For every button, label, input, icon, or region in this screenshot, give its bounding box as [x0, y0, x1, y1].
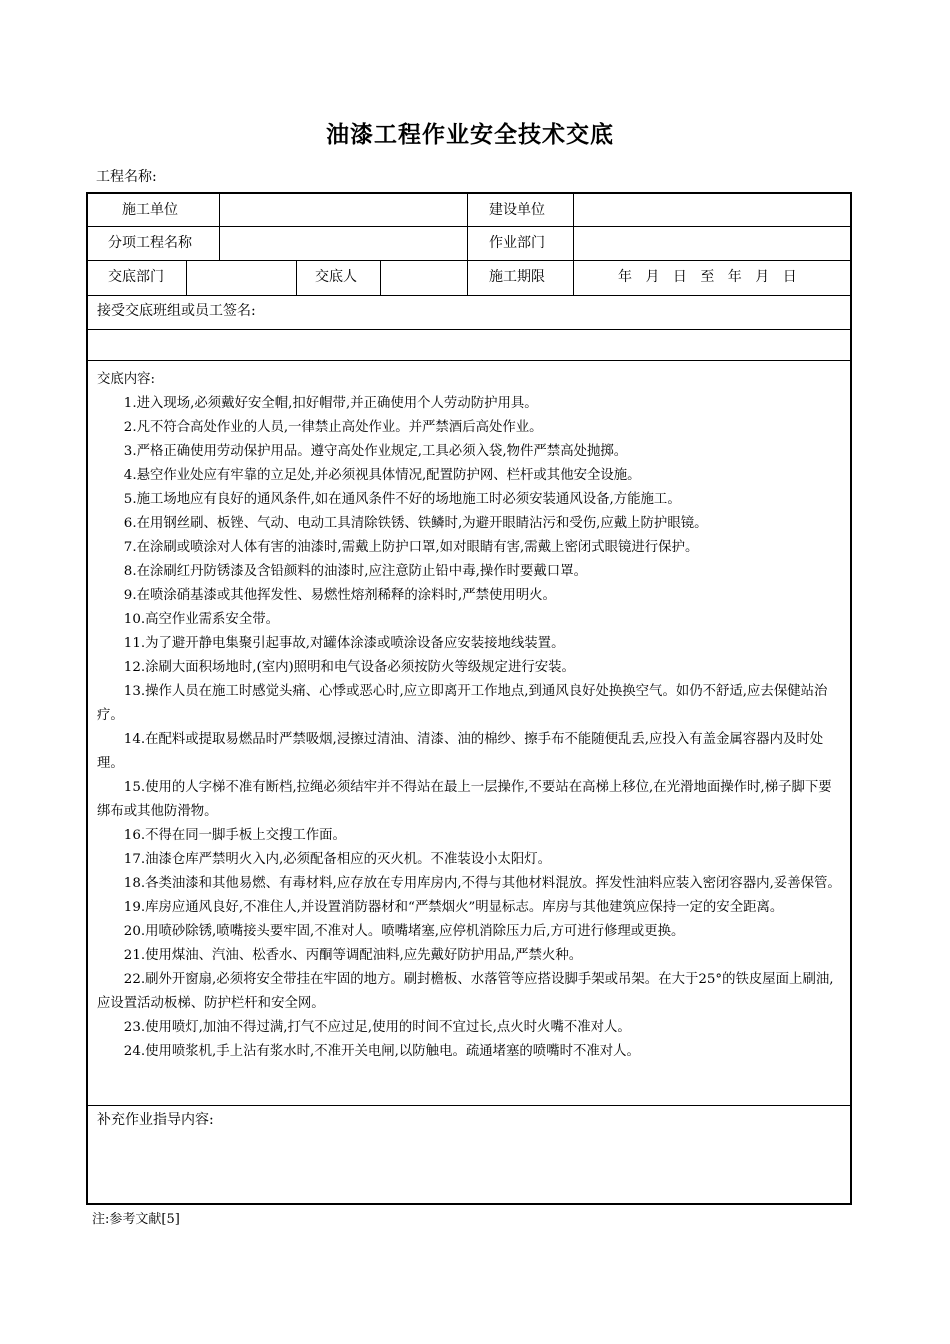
- list-item: 14.在配料或提取易燃品时严禁吸烟,浸擦过清油、清漆、油的棉纱、擦手布不能随便乱丢,应投入有盖金属容器内及时处理。: [97, 732, 824, 771]
- signature-label: 接受交底班组或员工签名:: [97, 303, 256, 319]
- list-item: 2.凡不符合高处作业的人员,一律禁止高处作业。并严禁酒后高处作业。: [123, 420, 543, 435]
- list-item: 1.进入现场,必须戴好安全帽,扣好帽带,并正确使用个人劳动防护用具。: [123, 396, 538, 411]
- supplement-field[interactable]: [97, 1136, 837, 1196]
- reference-note: 注:参考文献[5]: [92, 1212, 180, 1227]
- list-item: 6.在用钢丝刷、板锉、气动、电动工具清除铁锈、铁鳞时,为避开眼睛沾污和受伤,应戴上防护眼镜。: [123, 516, 708, 531]
- handover-table: [86, 192, 852, 1205]
- handover-content: [97, 368, 845, 1064]
- document-title: 油漆工程作业安全技术交底: [326, 121, 614, 148]
- list-item: 15.使用的人字梯不准有断档,拉绳必须结牢并不得站在最上一层操作,不要站在高梯上移位,在光滑地面操作时,梯子脚下要绑布或其他防滑物。: [97, 780, 832, 819]
- row-divider: [88, 360, 850, 361]
- content-label: 交底内容:: [97, 372, 156, 387]
- col-divider: [186, 260, 187, 295]
- row-divider: [88, 295, 850, 296]
- list-item: 20.用喷砂除锈,喷嘴接头要牢固,不准对人。喷嘴堵塞,应停机消除压力后,方可进行修理或更换。: [123, 924, 685, 939]
- list-item: 9.在喷涂硝基漆或其他挥发性、易燃性熔剂稀释的涂料时,严禁使用明火。: [123, 588, 556, 603]
- col-divider: [380, 260, 381, 295]
- handover-person-label: 交底人: [315, 269, 357, 285]
- list-item: 7.在涂刷或喷涂对人体有害的油漆时,需戴上防护口罩,如对眼睛有害,需戴上密闭式眼镜进行保护。: [123, 540, 699, 555]
- list-item: 12.涂刷大面积场地时,(室内)照明和电气设备必须按防火等级规定进行安装。: [123, 660, 575, 675]
- list-item: 17.油漆仓库严禁明火入内,必须配备相应的灭火机。不准装设小太阳灯。: [123, 852, 552, 867]
- list-item: 22.刷外开窗扇,必须将安全带挂在牢固的地方。刷封檐板、水落管等应搭设脚手架或吊架。在大于25°的铁皮屋面上刷油,应设置活动板梯、防护栏杆和安全网。: [97, 972, 834, 1011]
- supplement-label: 补充作业指导内容:: [97, 1112, 214, 1128]
- owner-unit-label: 建设单位: [489, 202, 545, 218]
- col-divider: [219, 194, 220, 260]
- col-divider: [296, 260, 297, 295]
- list-item: 18.各类油漆和其他易燃、有毒材料,应存放在专用库房内,不得与其他材料混放。挥发性油料应装入密闭容器内,妥善保管。: [123, 876, 841, 891]
- list-item: 13.操作人员在施工时感觉头痛、心悸或恶心时,应立即离开工作地点,到通风良好处换换空气。如仍不舒适,应去保健站治疗。: [97, 684, 828, 723]
- list-item: 4.悬空作业处应有牢靠的立足处,并必须视具体情况,配置防护网、栏杆或其他安全设施。: [123, 468, 641, 483]
- project-name-label: 工程名称:: [96, 169, 157, 185]
- col-divider: [573, 194, 574, 295]
- list-item: 10.高空作业需系安全带。: [123, 612, 279, 627]
- list-item: 16.不得在同一脚手板上交搜工作面。: [123, 828, 346, 843]
- work-dept-label: 作业部门: [489, 235, 545, 251]
- list-item: 24.使用喷浆机,手上沾有浆水时,不准开关电闸,以防触电。疏通堵塞的喷嘴时不准对人。: [123, 1044, 640, 1059]
- list-item: 23.使用喷灯,加油不得过满,打气不应过足,使用的时间不宜过长,点火时火嘴不准对人。: [123, 1020, 631, 1035]
- handover-dept-label: 交底部门: [108, 269, 164, 285]
- construction-unit-label: 施工单位: [122, 202, 178, 218]
- col-divider: [467, 194, 468, 295]
- list-item: 3.严格正确使用劳动保护用品。遵守高处作业规定,工具必须入袋,物件严禁高处抛掷。: [123, 444, 628, 459]
- list-item: 19.库房应通风良好,不准住人,并设置消防器材和“严禁烟火”明显标志。库房与其他建筑应保持一定的安全距离。: [123, 900, 784, 915]
- row-divider: [88, 329, 850, 330]
- list-item: 11.为了避开静电集聚引起事故,对罐体涂漆或喷涂设备应安装接地线装置。: [123, 636, 565, 651]
- row-divider: [88, 226, 850, 227]
- row-divider: [88, 260, 850, 261]
- list-item: 21.使用煤油、汽油、松香水、丙酮等调配油料,应先戴好防护用品,严禁火种。: [123, 948, 583, 963]
- subproject-label: 分项工程名称: [108, 235, 192, 251]
- signature-field[interactable]: [97, 335, 837, 355]
- row-divider: [88, 1105, 850, 1106]
- list-item: 8.在涂刷红丹防锈漆及含铅颜料的油漆时,应注意防止铅中毒,操作时要戴口罩。: [123, 564, 587, 579]
- period-field[interactable]: 年 月 日 至 年 月 日: [618, 269, 797, 285]
- list-item: 5.施工场地应有良好的通风条件,如在通风条件不好的场地施工时必须安装通风设备,方能施工。: [123, 492, 681, 507]
- period-label: 施工期限: [489, 269, 545, 285]
